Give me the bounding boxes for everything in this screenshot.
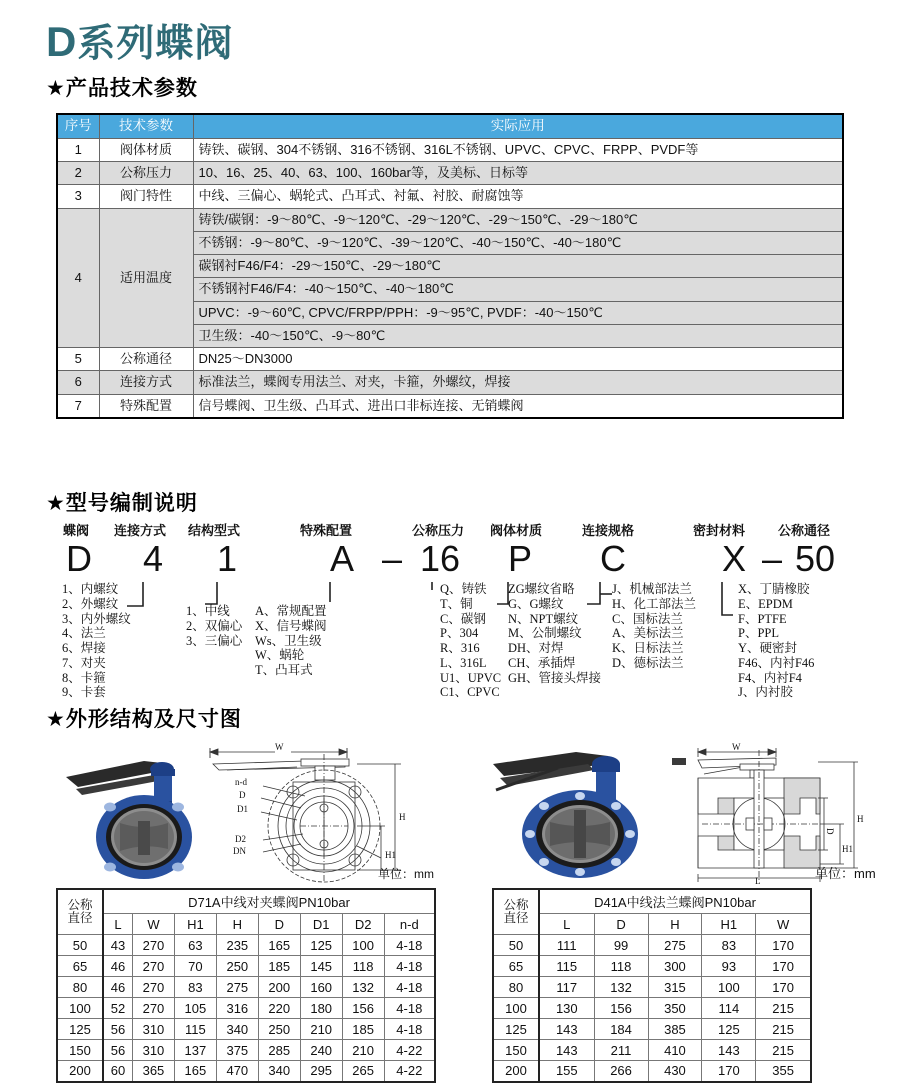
dim-value: 125 xyxy=(702,1019,756,1040)
dim-value: 118 xyxy=(342,956,384,977)
legend-item: P、304 xyxy=(440,626,479,641)
spec-row-app: 标准法兰，蝶阀专用法兰、对夹，卡箍，外螺纹，焊接 xyxy=(193,371,843,394)
table-row xyxy=(493,998,811,1019)
flange-valve-photo xyxy=(488,742,678,880)
spec-row-app: 信号蝶阀、卫生级、凸耳式、进出口非标连接、无销蝶阀 xyxy=(193,394,843,418)
legend-column-structure-type xyxy=(186,604,242,648)
model-code-label: 公称通径 xyxy=(778,523,831,538)
dim-value: 117 xyxy=(539,977,594,998)
spec-row-no: 6 xyxy=(57,371,99,394)
dim-value: 270 xyxy=(132,956,174,977)
spec-row-app: 碳钢衬F46/F4：-29～150℃、-29～180℃ xyxy=(193,255,843,278)
dimension-table-wafer xyxy=(56,888,436,1083)
model-code-char: 50 xyxy=(795,538,836,579)
dim-value: 46 xyxy=(103,956,132,977)
spec-row-app: UPVC：-9～60℃, CPVC/FRPP/PPH：-9～95℃, PVDF：-40～150℃ xyxy=(193,301,843,324)
dim-value: 275 xyxy=(648,935,702,956)
dim-label-W: W xyxy=(275,742,284,752)
section-heading-dimension: ★外形结构及尺寸图 xyxy=(46,708,242,731)
dim-value: 185 xyxy=(258,956,300,977)
dim-value: 265 xyxy=(342,1061,384,1082)
dim-value: 315 xyxy=(648,977,702,998)
dim-value: 185 xyxy=(342,1019,384,1040)
dim-value: 210 xyxy=(342,1040,384,1061)
table-row xyxy=(57,138,843,161)
dim-value: 4-18 xyxy=(384,935,435,956)
dim-nominal-diameter: 100 xyxy=(57,998,103,1019)
dim-value: 215 xyxy=(756,1019,811,1040)
dim-corner-line2: 直径 xyxy=(67,911,93,925)
spec-row-app: 不锈钢衬F46/F4：-40～150℃、-40～180℃ xyxy=(193,278,843,301)
unit-note-right: 单位：mm xyxy=(815,866,876,881)
legend-item: 9、卡套 xyxy=(62,685,106,700)
model-code-char: – xyxy=(382,538,403,579)
dim-column-header-row xyxy=(57,914,435,935)
spec-row-param: 适用温度 xyxy=(99,208,193,348)
model-code-char: – xyxy=(762,538,783,579)
model-code-label: 蝶阀 xyxy=(63,523,90,538)
legend-item: D、德标法兰 xyxy=(612,655,684,670)
dim-value: 295 xyxy=(300,1061,342,1082)
spec-row-param: 阀体材质 xyxy=(99,138,193,161)
dim-value: 132 xyxy=(594,977,648,998)
table-row xyxy=(493,1061,811,1082)
dim-value: 211 xyxy=(594,1040,648,1061)
model-code-label: 公称压力 xyxy=(412,523,465,538)
model-code-legend xyxy=(0,582,900,700)
dim-value: 125 xyxy=(300,935,342,956)
dim-value: 56 xyxy=(103,1040,132,1061)
table-row xyxy=(57,185,843,208)
legend-item: A、美标法兰 xyxy=(612,626,684,641)
dim-column-header: D xyxy=(258,914,300,935)
dim-value: 115 xyxy=(174,1019,216,1040)
table-row xyxy=(493,956,811,977)
table-row xyxy=(57,162,843,185)
dim-nominal-diameter: 125 xyxy=(57,1019,103,1040)
dim-value: 4-22 xyxy=(384,1061,435,1082)
legend-item: N、NPT螺纹 xyxy=(508,611,579,626)
table-row xyxy=(57,1061,435,1082)
dim-label-H-right: H xyxy=(857,814,864,824)
dim-nominal-diameter: 50 xyxy=(57,935,103,956)
legend-item: F4、内衬F4 xyxy=(738,670,802,685)
dim-value: 60 xyxy=(103,1061,132,1082)
table-row xyxy=(57,348,843,371)
legend-item: CH、承插焊 xyxy=(508,655,576,670)
dim-value: 93 xyxy=(702,956,756,977)
dim-corner-header xyxy=(493,889,539,935)
dim-value: 220 xyxy=(258,998,300,1019)
legend-item: L、316L xyxy=(440,655,487,670)
spec-header-app: 实际应用 xyxy=(193,114,843,138)
dim-value: 4-22 xyxy=(384,1040,435,1061)
legend-item: C、碳钢 xyxy=(440,611,486,626)
dim-value: 170 xyxy=(756,935,811,956)
dim-value: 375 xyxy=(216,1040,258,1061)
dim-value: 111 xyxy=(539,935,594,956)
dim-value: 310 xyxy=(132,1040,174,1061)
spec-row-no: 1 xyxy=(57,138,99,161)
legend-item: G、G螺纹 xyxy=(508,596,564,611)
legend-item: 2、双偏心 xyxy=(186,618,243,633)
dim-column-header: W xyxy=(756,914,811,935)
dim-value: 145 xyxy=(300,956,342,977)
dim-value: 156 xyxy=(594,998,648,1019)
dim-column-header: H1 xyxy=(174,914,216,935)
dim-value: 266 xyxy=(594,1061,648,1082)
spec-row-app: 不锈钢：-9～80℃、-9～120℃、-39～120℃、-40～150℃、-40～180℃ xyxy=(193,231,843,254)
dim-value: 52 xyxy=(103,998,132,1019)
legend-item: ZG螺纹省略 xyxy=(508,582,575,596)
dim-value: 275 xyxy=(216,977,258,998)
dim-value: 430 xyxy=(648,1061,702,1082)
spec-row-no: 5 xyxy=(57,348,99,371)
dim-value: 143 xyxy=(702,1040,756,1061)
legend-item: T、凸耳式 xyxy=(255,663,313,677)
dimension-table-flange xyxy=(492,888,812,1083)
legend-item: F、PTFE xyxy=(738,611,787,626)
dim-column-header: H1 xyxy=(702,914,756,935)
unit-note-left: 单位：mm xyxy=(378,867,434,881)
legend-item: W、蜗轮 xyxy=(255,648,305,663)
model-code-char: 1 xyxy=(217,538,238,579)
dim-value: 115 xyxy=(539,956,594,977)
legend-item: 6、焊接 xyxy=(62,641,106,655)
dim-label-D2: D2 xyxy=(235,834,246,844)
dim-value: 143 xyxy=(539,1040,594,1061)
page-title xyxy=(46,12,233,67)
dim-nominal-diameter: 80 xyxy=(57,977,103,998)
model-code-char: C xyxy=(600,538,626,579)
spec-table-header-row xyxy=(57,114,843,138)
dim-value: 350 xyxy=(648,998,702,1019)
dim-table-title: D41A中线法兰蝶阀PN10bar xyxy=(539,889,811,914)
dim-value: 210 xyxy=(300,1019,342,1040)
legend-item: J、机械部法兰 xyxy=(612,582,692,596)
dim-value: 316 xyxy=(216,998,258,1019)
dim-label-H1-right: H1 xyxy=(842,844,853,854)
spec-row-app: DN25～DN3000 xyxy=(193,348,843,371)
legend-item: Q、铸铁 xyxy=(440,582,487,596)
dim-value: 4-18 xyxy=(384,956,435,977)
table-row xyxy=(57,371,843,394)
model-code-char: X xyxy=(722,538,747,579)
legend-item: R、316 xyxy=(440,641,480,655)
legend-item: Ws、卫生级 xyxy=(255,633,322,648)
dim-nominal-diameter: 150 xyxy=(57,1040,103,1061)
spec-table-wrap xyxy=(56,113,844,419)
spec-row-no: 2 xyxy=(57,162,99,185)
dim-label-W-right: W xyxy=(732,742,741,752)
dim-value: 340 xyxy=(216,1019,258,1040)
dim-value: 114 xyxy=(702,998,756,1019)
dim-value: 56 xyxy=(103,1019,132,1040)
dim-value: 165 xyxy=(258,935,300,956)
model-code-label: 密封材料 xyxy=(693,523,746,538)
legend-item: Y、硬密封 xyxy=(738,641,798,655)
legend-item: X、丁腈橡胶 xyxy=(738,582,810,596)
legend-item: A、常规配置 xyxy=(255,604,327,618)
spec-row-param: 公称压力 xyxy=(99,162,193,185)
table-row xyxy=(57,956,435,977)
dim-value: 100 xyxy=(342,935,384,956)
page-title-prefix: D xyxy=(46,18,78,65)
dim-corner-line1: 公称 xyxy=(503,897,529,912)
section-heading-spec: ★产品技术参数 xyxy=(46,77,198,100)
dim-value: 215 xyxy=(756,1040,811,1061)
legend-item: E、EPDM xyxy=(738,596,793,611)
legend-item: F46、内衬F46 xyxy=(738,655,815,670)
dim-value: 170 xyxy=(702,1061,756,1082)
page-title-rest: 系列蝶阀 xyxy=(77,23,234,65)
dim-nominal-diameter: 50 xyxy=(493,935,539,956)
spec-row-no: 3 xyxy=(57,185,99,208)
dim-value: 180 xyxy=(300,998,342,1019)
dim-corner-header xyxy=(57,889,103,935)
section-heading-model: ★型号编制说明 xyxy=(46,492,198,515)
dim-value: 270 xyxy=(132,935,174,956)
legend-column-special-config xyxy=(255,604,327,678)
dim-value: 410 xyxy=(648,1040,702,1061)
dim-value: 83 xyxy=(702,935,756,956)
legend-column-connection-type xyxy=(62,582,131,700)
dim-value: 355 xyxy=(756,1061,811,1082)
dim-label-D: D xyxy=(239,790,246,800)
table-row xyxy=(57,977,435,998)
dim-value: 156 xyxy=(342,998,384,1019)
legend-item: 1、内螺纹 xyxy=(62,582,119,596)
legend-column-body-material xyxy=(440,582,501,700)
dim-value: 100 xyxy=(702,977,756,998)
dim-column-header-row xyxy=(493,914,811,935)
legend-item: 1、中线 xyxy=(186,604,230,618)
table-row xyxy=(57,1040,435,1061)
spec-table xyxy=(56,113,844,419)
dim-value: 4-18 xyxy=(384,977,435,998)
spec-header-param: 技术参数 xyxy=(99,114,193,138)
spec-row-param: 公称通径 xyxy=(99,348,193,371)
dim-value: 300 xyxy=(648,956,702,977)
dim-value: 105 xyxy=(174,998,216,1019)
legend-item: GH、管接头焊接 xyxy=(508,670,602,685)
dim-value: 385 xyxy=(648,1019,702,1040)
dim-column-header: W xyxy=(132,914,174,935)
dim-column-header: n-d xyxy=(384,914,435,935)
table-row xyxy=(57,998,435,1019)
dim-nominal-diameter: 65 xyxy=(57,956,103,977)
table-row xyxy=(57,208,843,231)
dim-corner-line2: 直径 xyxy=(503,911,529,925)
legend-item: T、铜 xyxy=(440,596,473,611)
legend-item: 3、内外螺纹 xyxy=(62,611,131,626)
table-row xyxy=(493,977,811,998)
legend-item: J、内衬胶 xyxy=(738,685,793,700)
legend-item: 7、对夹 xyxy=(62,655,106,670)
dim-nominal-diameter: 200 xyxy=(493,1061,539,1082)
dim-value: 99 xyxy=(594,935,648,956)
spec-row-app: 铸铁、碳钢、304不锈钢、316不锈钢、316L不锈钢、UPVC、CPVC、FRPP、PVDF等 xyxy=(193,138,843,161)
legend-item: C1、CPVC xyxy=(440,685,500,700)
dim-value: 4-18 xyxy=(384,1019,435,1040)
dim-column-header: H xyxy=(216,914,258,935)
dim-label-L-right: L xyxy=(755,876,761,885)
dim-table-title: D71A中线对夹蝶阀PN10bar xyxy=(103,889,435,914)
spec-row-param: 特殊配置 xyxy=(99,394,193,418)
legend-column-connection-spec-flange xyxy=(612,582,696,671)
legend-item: X、信号蝶阀 xyxy=(255,618,327,633)
dim-column-header: D2 xyxy=(342,914,384,935)
dim-label-D1: D1 xyxy=(237,804,248,814)
dim-value: 46 xyxy=(103,977,132,998)
legend-column-seal-material xyxy=(738,582,814,700)
dim-value: 270 xyxy=(132,998,174,1019)
drawings-area xyxy=(0,740,900,885)
spec-row-app: 中线、三偏心、蜗轮式、凸耳式、衬氟、衬胶、耐腐蚀等 xyxy=(193,185,843,208)
legend-item: 3、三偏心 xyxy=(186,633,243,648)
model-code-char: 4 xyxy=(143,538,164,579)
dim-column-header: D1 xyxy=(300,914,342,935)
wafer-valve-dimension-drawing xyxy=(205,740,445,885)
spec-row-no: 4 xyxy=(57,208,99,348)
dim-column-header: L xyxy=(103,914,132,935)
model-code-char: D xyxy=(66,538,92,579)
dim-label-H1: H1 xyxy=(385,850,396,860)
dim-value: 143 xyxy=(539,1019,594,1040)
dim-value: 170 xyxy=(756,956,811,977)
dim-value: 43 xyxy=(103,935,132,956)
spec-row-app: 10、16、25、40、63、100、160bar等，及美标、日标等 xyxy=(193,162,843,185)
legend-item: C、国标法兰 xyxy=(612,611,683,626)
legend-item: H、化工部法兰 xyxy=(612,596,697,611)
dim-nominal-diameter: 80 xyxy=(493,977,539,998)
legend-item: U1、UPVC xyxy=(440,670,502,685)
dim-value: 63 xyxy=(174,935,216,956)
dim-value: 470 xyxy=(216,1061,258,1082)
model-code-label: 特殊配置 xyxy=(300,523,353,538)
table-row xyxy=(57,394,843,418)
dim-value: 132 xyxy=(342,977,384,998)
legend-item: K、日标法兰 xyxy=(612,641,684,655)
spec-row-param: 阀门特性 xyxy=(99,185,193,208)
model-code-char: P xyxy=(508,538,533,579)
dim-value: 83 xyxy=(174,977,216,998)
model-code-label: 结构型式 xyxy=(188,523,241,538)
dim-value: 130 xyxy=(539,998,594,1019)
legend-item: DH、对焊 xyxy=(508,641,564,655)
table-row xyxy=(57,935,435,956)
dim-value: 137 xyxy=(174,1040,216,1061)
legend-item: P、PPL xyxy=(738,626,779,641)
model-code-char: 16 xyxy=(420,538,461,579)
table-row xyxy=(493,935,811,956)
dim-value: 165 xyxy=(174,1061,216,1082)
dim-value: 215 xyxy=(756,998,811,1019)
dim-value: 155 xyxy=(539,1061,594,1082)
model-code-chars xyxy=(0,538,900,582)
model-code-char: A xyxy=(330,538,355,579)
dim-value: 250 xyxy=(258,1019,300,1040)
dim-value: 118 xyxy=(594,956,648,977)
table-row xyxy=(493,1040,811,1061)
dim-value: 235 xyxy=(216,935,258,956)
dim-value: 270 xyxy=(132,977,174,998)
dim-value: 170 xyxy=(756,977,811,998)
dim-value: 240 xyxy=(300,1040,342,1061)
spec-header-no: 序号 xyxy=(57,114,99,138)
dim-nominal-diameter: 150 xyxy=(493,1040,539,1061)
model-code-label: 阀体材质 xyxy=(490,523,543,538)
model-code-area xyxy=(0,520,900,705)
legend-item: 4、法兰 xyxy=(62,626,106,641)
dim-label-DN: DN xyxy=(233,846,246,856)
legend-item: 2、外螺纹 xyxy=(62,596,119,611)
dim-label-D-right: D xyxy=(825,828,835,835)
model-code-labels xyxy=(0,520,900,538)
spec-row-no: 7 xyxy=(57,394,99,418)
legend-column-connection-spec-thread xyxy=(508,582,601,685)
model-code-label: 连接方式 xyxy=(114,523,167,538)
legend-item: 8、卡箍 xyxy=(62,670,106,685)
table-row xyxy=(57,1019,435,1040)
dim-value: 70 xyxy=(174,956,216,977)
dim-value: 160 xyxy=(300,977,342,998)
dim-column-header: D xyxy=(594,914,648,935)
legend-item: M、公制螺纹 xyxy=(508,626,582,641)
model-code-label: 连接规格 xyxy=(582,523,635,538)
dim-value: 4-18 xyxy=(384,998,435,1019)
dim-nominal-diameter: 100 xyxy=(493,998,539,1019)
dim-value: 310 xyxy=(132,1019,174,1040)
dim-value: 200 xyxy=(258,977,300,998)
dim-column-header: L xyxy=(539,914,594,935)
dim-nominal-diameter: 125 xyxy=(493,1019,539,1040)
spec-row-param: 连接方式 xyxy=(99,371,193,394)
dim-label-nd: n-d xyxy=(235,777,247,787)
dim-nominal-diameter: 65 xyxy=(493,956,539,977)
dimension-table-wafer-wrap xyxy=(56,888,436,1083)
dim-nominal-diameter: 200 xyxy=(57,1061,103,1082)
dimension-table-flange-wrap xyxy=(492,888,812,1083)
dim-label-H: H xyxy=(399,812,406,822)
table-row xyxy=(493,1019,811,1040)
dim-value: 250 xyxy=(216,956,258,977)
dim-value: 285 xyxy=(258,1040,300,1061)
dim-title-row xyxy=(57,889,435,914)
dim-title-row xyxy=(493,889,811,914)
dim-value: 340 xyxy=(258,1061,300,1082)
dim-value: 365 xyxy=(132,1061,174,1082)
dim-corner-line1: 公称 xyxy=(67,897,93,912)
dim-value: 184 xyxy=(594,1019,648,1040)
spec-row-app: 卫生级：-40～150℃、-9～80℃ xyxy=(193,324,843,347)
spec-row-app: 铸铁/碳钢：-9～80℃、-9～120℃、-29～120℃、-29～150℃、-29～180℃ xyxy=(193,208,843,231)
dim-column-header: H xyxy=(648,914,702,935)
